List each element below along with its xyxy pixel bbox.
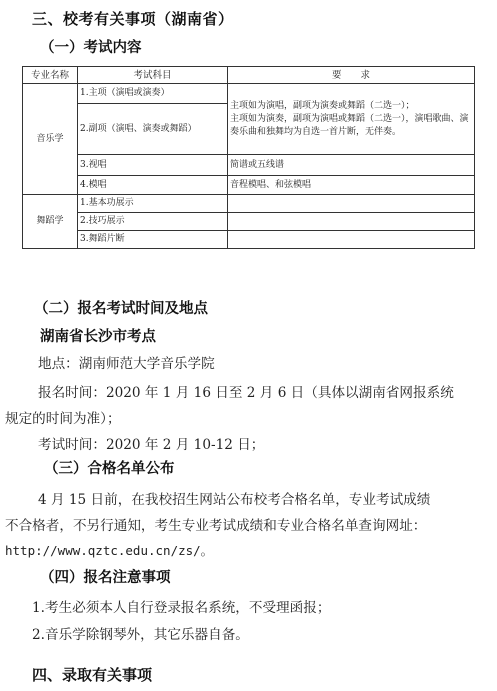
section-title: 三、校考有关事项（湖南省）	[32, 10, 234, 28]
subject-cell: 1.基本功展示	[78, 195, 228, 213]
section4-title: 四、录取有关事项	[32, 666, 153, 684]
requirement-cell	[228, 195, 475, 213]
table-header-row	[23, 67, 475, 84]
city-heading: 湖南省长沙市考点	[40, 328, 156, 345]
notes-heading: （四）报名注意事项	[40, 569, 171, 586]
exam-time-text: 考试时间：2020 年 2 月 10-12 日；	[38, 437, 265, 453]
table-row	[23, 155, 475, 176]
subject-cell: 4.模唱	[78, 176, 228, 195]
subject-cell: 3.舞蹈片断	[78, 231, 228, 249]
qualified-list-line1: 4 月 15 日前，在我校招生网站公布校考合格名单，专业考试成绩	[38, 492, 431, 508]
header-subject: 考试科目	[78, 67, 228, 84]
table-row	[23, 84, 475, 104]
requirement-cell: 简谱或五线谱	[228, 155, 475, 176]
registration-time-line2: 规定的时间为准）；	[5, 411, 121, 427]
major-dance: 舞蹈学	[23, 195, 78, 249]
table-row	[23, 231, 475, 249]
table-row	[23, 176, 475, 195]
exam-table	[22, 66, 475, 249]
major-music: 音乐学	[23, 84, 78, 195]
table-row	[23, 213, 475, 231]
requirement-cell	[228, 213, 475, 231]
subject-cell: 1.主项（演唱或演奏）	[78, 84, 228, 104]
requirement-cell: 音程模唱、和弦模唱	[228, 176, 475, 195]
qualified-list-heading: （三）合格名单公布	[44, 460, 175, 477]
header-major: 专业名称	[23, 67, 78, 84]
query-url-link[interactable]: http://www.qztc.edu.cn/zs/。	[5, 543, 214, 558]
exam-content-heading: （一）考试内容	[40, 39, 142, 56]
requirement-main: 主项如为演唱，副项为演奏或舞蹈（二选一）；	[230, 100, 415, 111]
note-item: 2.音乐学除钢琴外，其它乐器自备。	[32, 627, 249, 643]
location-text: 地点：湖南师范大学音乐学院	[38, 356, 215, 372]
requirement-cell	[228, 84, 475, 155]
requirement-cell	[228, 231, 475, 249]
requirement-sub: 主项如为演奏，副项为演唱或舞蹈（二选一），演唱歌曲、演奏乐曲和独舞均为自选一首片断，无伴奏。	[230, 113, 469, 137]
subject-cell: 2.副项（演唱、演奏或舞蹈）	[78, 104, 228, 155]
qualified-list-line2: 不合格者，不另行通知，考生专业考试成绩和专业合格名单查询网址：	[5, 518, 427, 534]
note-item: 1.考生必须本人自行登录报名系统，不受理函报；	[32, 600, 331, 616]
registration-time-line1: 报名时间：2020 年 1 月 16 日至 2 月 6 日（具体以湖南省网报系统	[38, 385, 454, 401]
table-row	[23, 195, 475, 213]
subject-cell: 3.视唱	[78, 155, 228, 176]
header-requirement: 要 求	[228, 67, 475, 84]
subject-cell: 2.技巧展示	[78, 213, 228, 231]
registration-heading: （二）报名考试时间及地点	[34, 300, 208, 317]
